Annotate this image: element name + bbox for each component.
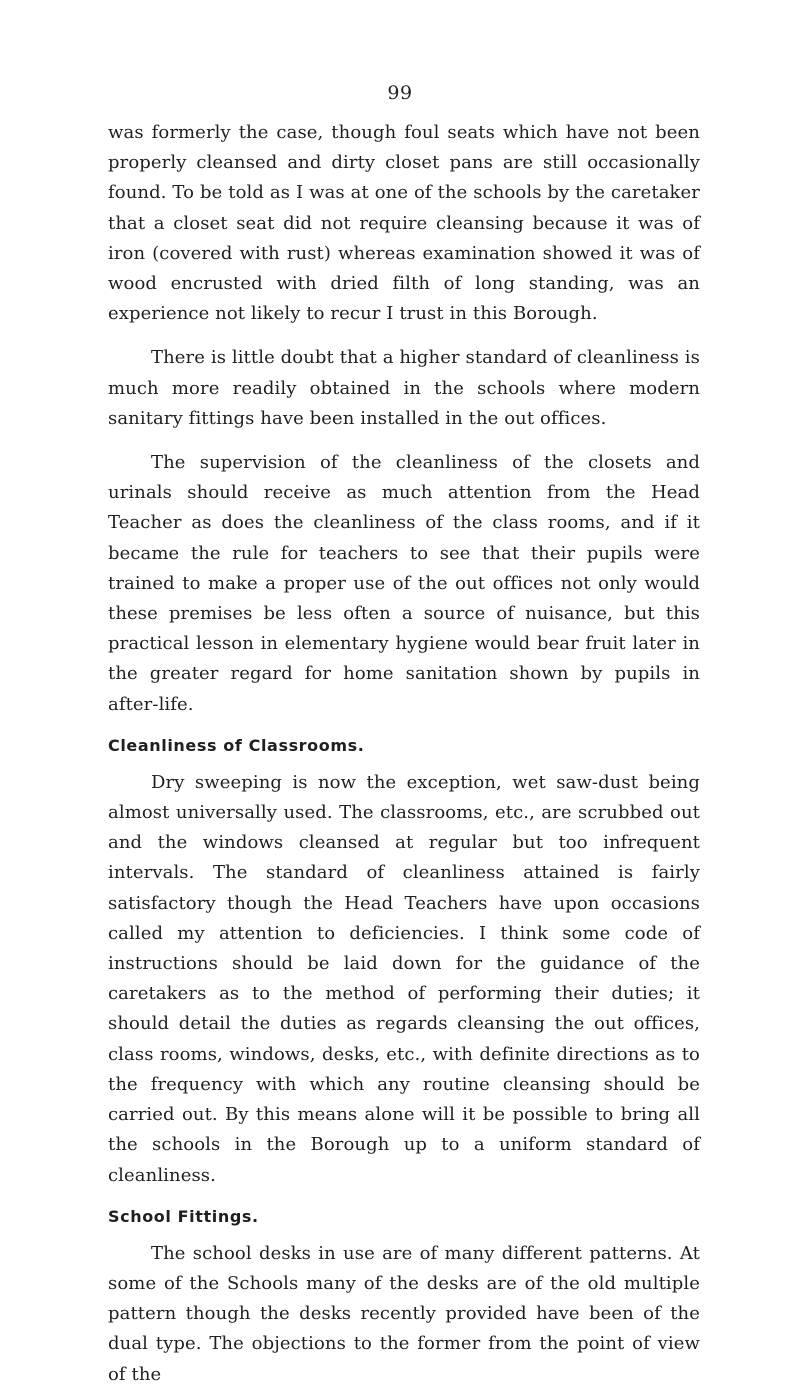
section-heading-cleanliness-of-classrooms: Cleanliness of Classrooms. (108, 735, 365, 755)
paragraph: was formerly the case, though foul seats which have not been properly cleansed and dirty closet pans are still occasionally found. To be told as I was at one of the schools by the caretaker that a closet seat did not require cleansing because it was of iron (covered with rust) whereas examination showed it was of wood encrusted with dried filth of long standing, was an experience not likely to recur I trust in this Borough. (108, 122, 700, 325)
paragraph: There is little doubt that a higher standard of cleanliness is much more readily obtained in the schools where modern sanitary fittings have been installed in the out offices. (108, 347, 700, 429)
paragraph: The school desks in use are of many different patterns. At some of the Schools many of the desks are of the old multiple pattern though the desks recently provided have been of the dual type. The objections to the former from the point of view of the (108, 1242, 700, 1385)
body-text (108, 118, 700, 1390)
paragraph: Dry sweeping is now the exception, wet saw-dust being almost universally used. The classrooms, etc., are scrubbed out and the windows cleansed at regular but too infrequent intervals. The standard of cleanliness attained is fairly satisfactory though the Head Teachers have upon occasions called my attention to deficiencies. I think some code of instructions should be laid down for the guidance of the caretakers as to the method of performing their duties; it should detail the duties as regards cleansing the out offices, class rooms, windows, desks, etc., with definite directions as to the frequency with which any routine cleansing should be carried out. By this means alone will it be possible to bring all the schools in the Borough up to a uniform standard of cleanliness. (108, 771, 700, 1186)
paragraph: The supervision of the cleanliness of the closets and urinals should receive as much attention from the Head Teacher as does the cleanliness of the class rooms, and if it became the rule for teachers to see that their pupils were trained to make a proper use of the out offices not only would these premises be less often a source of nuisance, but this practical lesson in elementary hygiene would bear fruit later in the greater regard for home sanitation shown by pupils in after-life. (108, 452, 700, 715)
page-number: 99 (387, 82, 413, 104)
section-heading-school-fittings: School Fittings. (108, 1206, 259, 1226)
